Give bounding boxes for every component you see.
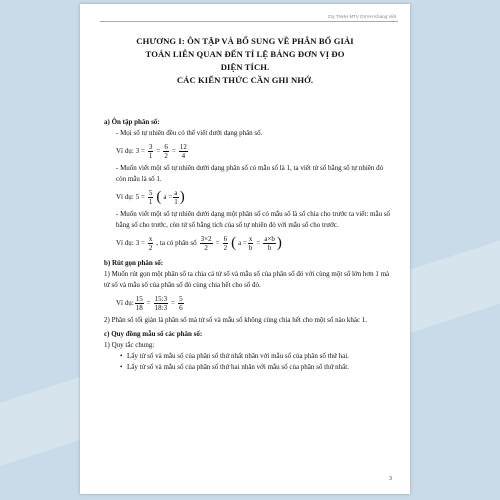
fraction: $\frac{6}{2}$ xyxy=(223,234,228,252)
fraction: $\frac{x}{b}$ xyxy=(248,234,253,252)
fraction: $\frac{x}{2}$ xyxy=(148,234,153,252)
title-line-3: DIỆN TÍCH. xyxy=(220,62,270,72)
fraction: $\frac{15}{18}$ xyxy=(135,294,143,312)
fraction: $\frac{5}{6}$ xyxy=(179,294,183,312)
section-b-heading: b) Rút gọn phân số: xyxy=(104,259,164,267)
section-b-p2: 2) Phân số tối giản là phân số mà tử số và mẫu số không cùng chia hết cho một số nào khác 1. xyxy=(104,316,368,324)
example-4: Ví dụ: $\frac{15}{18}$ = $\frac{15:3}{18:3}$ = $\frac{5}{6}$ xyxy=(116,294,183,312)
content xyxy=(104,114,394,373)
fraction: $\frac{5}{1}$ xyxy=(148,188,153,206)
bullet-icon: • xyxy=(120,363,123,371)
section-c-heading: c) Quy đồng mẫu số các phân số: xyxy=(104,330,203,338)
section-a-p3: - Muốn viết một số tự nhiên dưới dạng một phân số có mẫu số là số chia cho trước ta viết: mẫu số bằng số cho trước, còn tử số bằng tích của số tự nhiên đó với mẫu số cho trước. xyxy=(116,210,391,229)
section-a-p1: - Mọi số tự nhiên đều có thể viết dưới dạng phân số. xyxy=(116,129,263,137)
chapter-title xyxy=(100,35,390,87)
bullet-icon: • xyxy=(120,352,123,360)
fraction: $\frac{a}{1}$ xyxy=(174,188,178,206)
example-1: Ví dụ: 3 = $\frac{3}{1}$ = $\frac{6}{2}$ = $\frac{12}{4}$ xyxy=(116,142,187,160)
fraction: $\frac{3\times 2}{2}$ xyxy=(200,234,212,252)
example-label: Ví dụ: xyxy=(116,146,134,155)
header-divider xyxy=(100,21,398,22)
fraction: $\frac{6}{2}$ xyxy=(164,142,168,160)
title-line-1: CHƯƠNG I: ÔN TẬP VÀ BỔ SUNG VỀ PHÂN BỐ GIẢI xyxy=(136,36,354,46)
fraction: $\frac{a\times b}{b}$ xyxy=(264,234,275,252)
fraction: $\frac{15:3}{18:3}$ xyxy=(154,294,168,312)
document-page xyxy=(80,4,410,494)
fraction: $\frac{3}{1}$ xyxy=(148,142,153,160)
title-line-4: CÁC KIẾN THỨC CẦN GHI NHỚ. xyxy=(176,75,314,85)
bullet-item: • Lấy tử số và mẫu số của phân số thứ hai nhân với mẫu số của phân số thứ nhất. xyxy=(120,363,349,371)
title-line-2: TOÁN LIÊN QUAN ĐẾN TỈ LỆ BẢNG ĐƠN VỊ ĐO xyxy=(145,49,345,59)
page-number: 3 xyxy=(389,476,392,482)
example-2: Ví dụ: 5 = $\frac{5}{1}$ ( a = $\frac{a}{1}$ ) xyxy=(116,188,185,206)
example-3: Ví dụ: 3 = $\frac{x}{2}$ , ta có phân số $\frac{3\times 2}{2}$ = $\frac{6}{2}$ ( a = $\frac{x}{b}$ = $\frac{a\times b}{b}$ ) xyxy=(116,234,282,252)
fraction: $\frac{12}{4}$ xyxy=(179,142,187,160)
section-a-p2: - Muốn viết một số tự nhiên dưới dạng phân số có mẫu số là 1, ta viết tử số bằng số tự nhiên đó còn mẫu là số 1. xyxy=(116,164,384,183)
section-a-heading: a) Ôn tập phân số: xyxy=(104,118,160,126)
section-c-p1: 1) Quy tắc chung: xyxy=(104,341,155,349)
section-b-p1: 1) Muốn rút gọn một phân số ta chia cả tử số và mẫu số của phân số đó với cùng một số lớn hơn 1 mà tử số và mẫu số của phân số đó cùng chia hết cho số đó. xyxy=(104,270,390,289)
bullet-item: • Lấy tử số và mẫu số của phân số thứ nhất nhân với mẫu số của phân số thứ hai. xyxy=(120,352,349,360)
page-header: Cty TNHH MTV DVVH Khang Việt xyxy=(327,14,396,19)
